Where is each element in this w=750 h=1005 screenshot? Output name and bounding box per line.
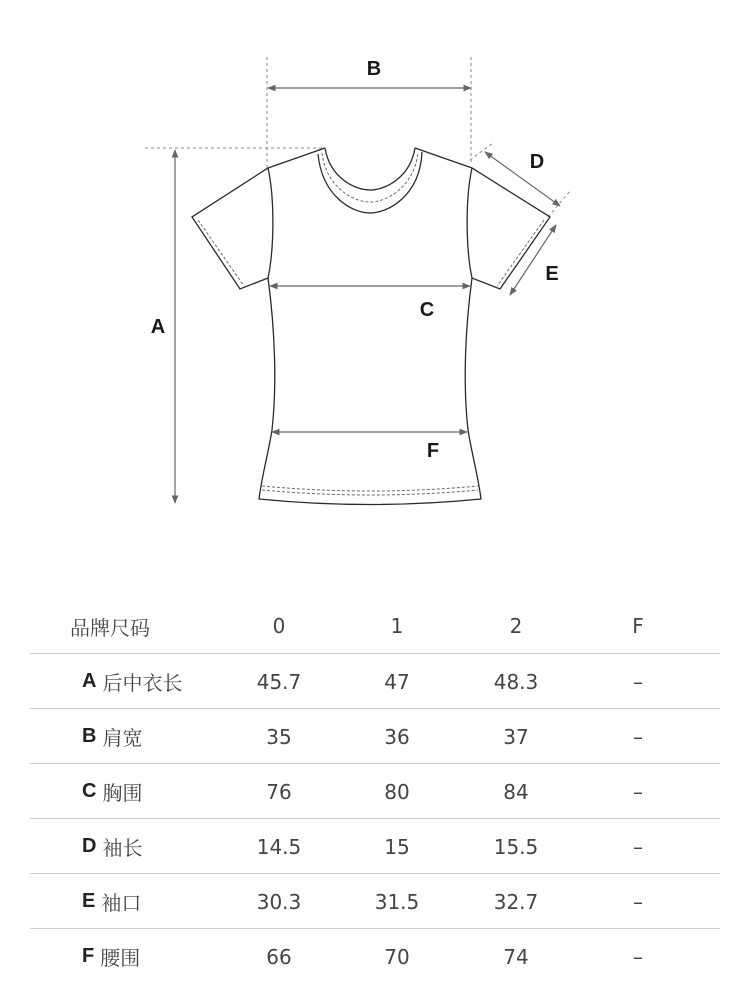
measurement-name: 腰围 <box>100 946 141 970</box>
label-c: C <box>419 299 435 321</box>
measurement-code: B <box>82 725 97 747</box>
guide-lines <box>145 57 570 217</box>
label-a: A <box>150 316 166 338</box>
table-row <box>0 819 750 874</box>
dimension-arrows <box>175 88 560 503</box>
table-cell: 48.3 <box>493 669 539 694</box>
table-cell: 32.7 <box>493 889 539 914</box>
table-cell: 37 <box>503 724 529 749</box>
table-row <box>0 654 750 709</box>
table-cell: – <box>633 834 643 859</box>
table-cell: – <box>633 724 643 749</box>
header-size: 2 <box>509 614 523 638</box>
measurement-code: A <box>82 670 97 692</box>
measurement-name: 袖口 <box>101 891 142 915</box>
table-cell: 74 <box>503 944 529 969</box>
table-header-row <box>0 598 750 654</box>
table-cell: 35 <box>266 724 292 749</box>
measurement-name: 袖长 <box>102 836 143 860</box>
header-size: F <box>632 614 644 638</box>
measurement-label <box>82 819 142 874</box>
table-cell: 30.3 <box>256 889 302 914</box>
table-cell: 70 <box>384 944 410 969</box>
measurement-name: 肩宽 <box>102 726 143 750</box>
header-size: 1 <box>390 614 404 638</box>
table-cell: – <box>633 944 643 969</box>
header-label: 品牌尺码 <box>70 615 150 640</box>
table-row <box>0 929 750 984</box>
table-cell: 66 <box>266 944 292 969</box>
table-row <box>0 764 750 819</box>
measurement-label <box>82 709 142 764</box>
table-cell: 47 <box>384 669 410 694</box>
measurement-name: 后中衣长 <box>102 671 183 695</box>
table-cell: – <box>633 889 643 914</box>
table-cell: 80 <box>384 779 410 804</box>
measurement-label <box>82 874 141 929</box>
measurement-code: F <box>82 945 95 967</box>
table-cell: 76 <box>266 779 292 804</box>
table-cell: 45.7 <box>256 669 302 694</box>
measurement-code: C <box>82 780 97 802</box>
table-cell: 36 <box>384 724 410 749</box>
measurement-label <box>82 929 140 984</box>
measurement-code: E <box>82 890 96 912</box>
measurement-label <box>82 764 142 819</box>
stitch-lines <box>198 153 544 495</box>
measurement-label <box>82 654 182 709</box>
table-row <box>0 874 750 929</box>
label-f: F <box>426 440 440 462</box>
header-size: 0 <box>272 614 286 638</box>
table-cell: – <box>633 779 643 804</box>
table-cell: 31.5 <box>374 889 420 914</box>
table-cell: 15 <box>384 834 410 859</box>
tshirt-outline <box>192 148 550 505</box>
label-e: E <box>545 263 559 285</box>
table-cell: – <box>633 669 643 694</box>
size-table <box>0 598 750 984</box>
table-cell: 15.5 <box>493 834 539 859</box>
table-row <box>0 709 750 764</box>
table-cell: 14.5 <box>256 834 302 859</box>
label-b: B <box>366 58 382 80</box>
measurement-name: 胸围 <box>102 781 143 805</box>
label-d: D <box>529 151 545 173</box>
measurement-code: D <box>82 835 97 857</box>
table-cell: 84 <box>503 779 529 804</box>
